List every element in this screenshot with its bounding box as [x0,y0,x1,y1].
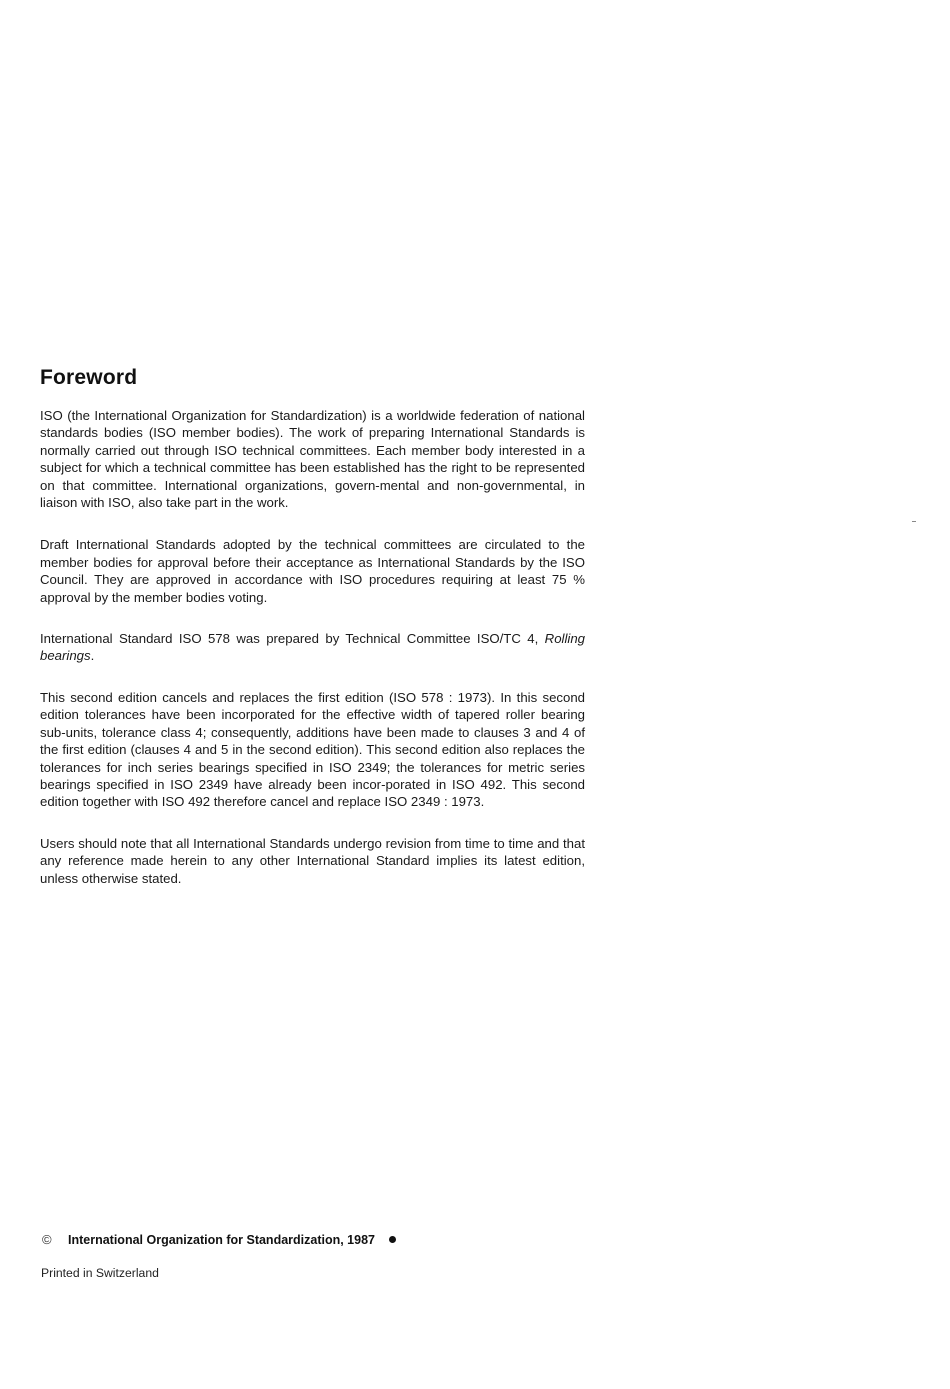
prepared-by-end: . [90,648,95,664]
paragraph-draft-standards: Draft International Standards adopted by the technical committees are circulated to the member bodies for approval before their acceptance as International Standards by the ISO Council. They are approved in accordance with ISO procedures requiring at least 75 % approval by the member bodies voting. [40,537,585,605]
scan-mark [912,521,916,522]
copyright-line [42,1232,396,1247]
paragraph-second-edition: This second edition cancels and replaces the first edition (ISO 578 : 1973). In this second edition tolerances have been incorporated for the effective width of tapered roller bearing sub-units, tolerance class 4; consequently, additions have been made to clauses 3 and 4 of the first edition (clauses 4 and 5 in the second edition). This second edition also replaces the tolerances for inch series bearings specified in ISO 2349; the tolerances for metric series bearings specified in ISO 2349 have already been incor-porated in ISO 492. This second edition together with ISO 492 therefore cancel and replace ISO 2349 : 1973. [40,689,585,810]
foreword-body [40,407,585,887]
prepared-by-text: International Standard ISO 578 was prepared by Technical Committee ISO/TC 4, [40,631,539,647]
paragraph-prepared-by [40,630,585,665]
page-title: Foreword [40,366,138,389]
paragraph-iso-intro: ISO (the International Organization for Standardization) is a worldwide federation of national standards bodies (ISO member bodies). The work of preparing International Standards is normally carried out through ISO technical committees. Each member body interested in a subject for which a technical committee has been established has the right to be represented on that committee. International organizations, govern-mental and non-governmental, in liaison with ISO, also take part in the work. [40,408,585,511]
committee-title: Rolling bearings [40,631,585,664]
printed-in: Printed in Switzerland [41,1266,159,1280]
copyright-icon: © [42,1232,52,1247]
copyright-text: International Organization for Standardization, 1987 [68,1232,375,1247]
bullet-dot-icon [389,1236,396,1243]
paragraph-users-note: Users should note that all International Standards undergo revision from time to time and that any reference made herein to any other International Standard implies its latest edition, unless otherwise stated. [40,835,585,886]
